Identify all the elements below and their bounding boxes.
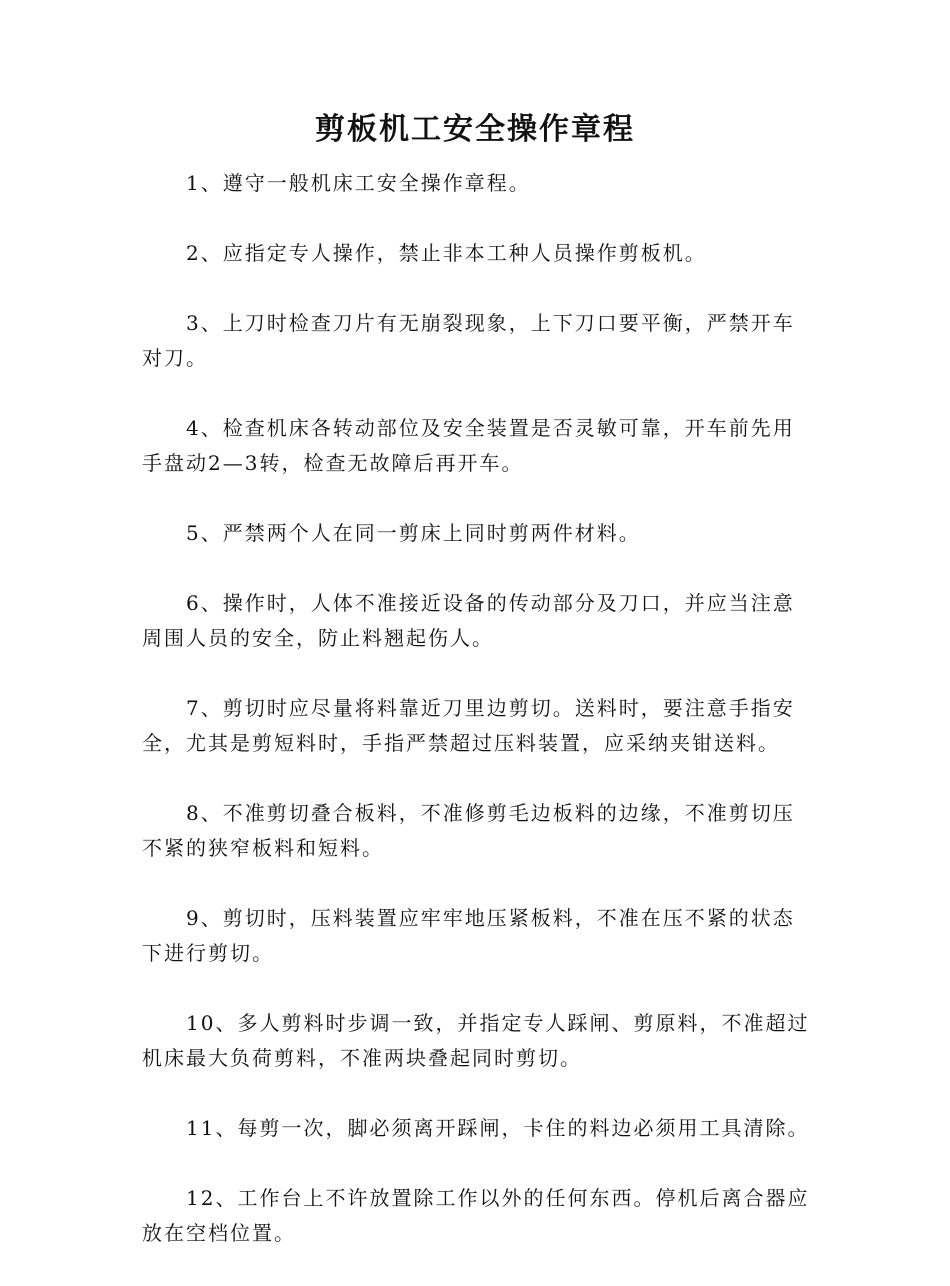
rule-paragraph-5: 5、严禁两个人在同一剪床上同时剪两件材料。 — [186, 521, 641, 545]
rule-paragraph-12: 12、工作台上不许放置除工作以外的任何东西。停机后离合器应放在空档位置。 — [142, 1186, 810, 1245]
rule-paragraph-11: 11、每剪一次，脚必须离开踩闸，卡住的料边必须用工具清除。 — [186, 1116, 810, 1140]
rule-paragraph-7: 7、剪切时应尽量将料靠近刀里边剪切。送料时，要注意手指安全，尤其是剪短料时，手指严禁超过压料装置，应采纳夹钳送料。 — [142, 696, 795, 755]
rule-paragraph-1: 1、遵守一般机床工安全操作章程。 — [186, 171, 531, 195]
document-title: 剪板机工安全操作章程 — [315, 112, 635, 147]
document-body — [142, 166, 810, 1286]
rule-paragraph-6: 6、操作时，人体不准接近设备的传动部分及刀口，并应当注意周围人员的安全，防止料翘起伤人。 — [142, 591, 795, 650]
rule-paragraph-10: 10、多人剪料时步调一致，并指定专人踩闸、剪原料，不准超过机床最大负荷剪料，不准两块叠起同时剪切。 — [142, 1011, 810, 1070]
rule-paragraph-3: 3、上刀时检查刀片有无崩裂现象，上下刀口要平衡，严禁开车对刀。 — [142, 311, 795, 370]
rule-paragraph-4: 4、检查机床各转动部位及安全装置是否灵敏可靠，开车前先用手盘动2—3转，检查无故障后再开车。 — [142, 416, 795, 475]
rule-paragraph-2: 2、应指定专人操作，禁止非本工种人员操作剪板机。 — [186, 241, 707, 265]
rule-paragraph-8: 8、不准剪切叠合板料，不准修剪毛边板料的边缘，不准剪切压不紧的狭窄板料和短料。 — [142, 801, 795, 860]
rule-paragraph-9: 9、剪切时，压料装置应牢牢地压紧板料，不准在压不紧的状态下进行剪切。 — [142, 906, 795, 965]
